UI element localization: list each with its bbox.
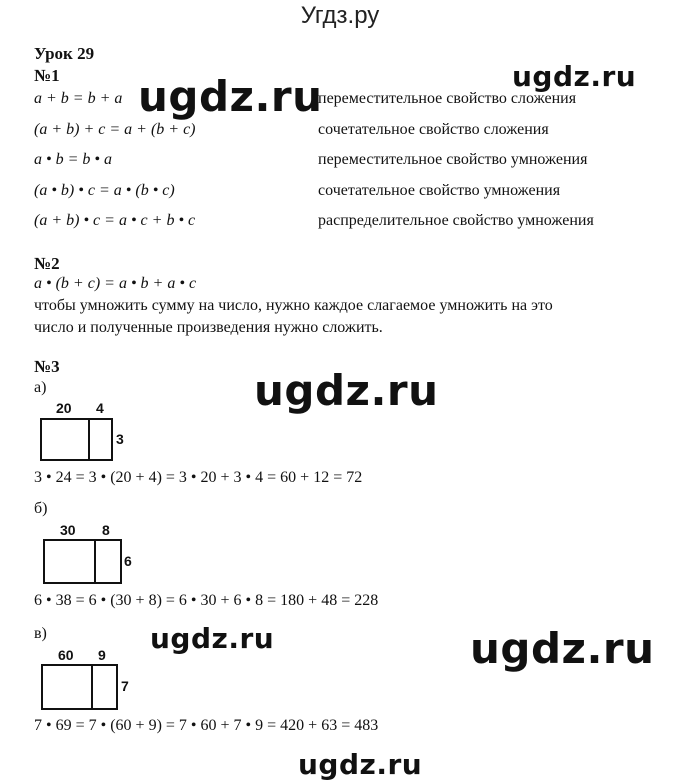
task-1-heading: №1 — [34, 66, 60, 85]
watermark-6: ugdz.ru — [298, 748, 423, 781]
part-a-height: 3 — [116, 431, 124, 447]
task-2-line-1: чтобы умножить сумму на число, нужно каждое слагаемое умножить на это — [34, 297, 553, 314]
part-b-equation: 6 • 38 = 6 • (30 + 8) = 6 • 30 + 6 • 8 = 180 + 48 = 228 — [34, 592, 379, 609]
task-2-heading: №2 — [34, 254, 60, 273]
part-b-height: 6 — [124, 553, 132, 569]
formula-3: a • b = b • a — [34, 151, 112, 168]
property-1: переместительное свойство сложения — [318, 90, 577, 107]
part-b-width-1: 30 — [60, 522, 76, 538]
property-2: сочетательное свойство сложения — [318, 121, 549, 138]
watermark-5: ugdz.ru — [470, 624, 655, 673]
formula-4: (a • b) • c = a • (b • c) — [34, 182, 175, 199]
formula-2: (a + b) + c = a + (b + c) — [34, 121, 196, 138]
task-3-heading: №3 — [34, 357, 60, 376]
formula-5: (a + b) • c = a • c + b • c — [34, 212, 196, 229]
part-a-width-2: 4 — [96, 400, 104, 416]
property-3: переместительное свойство умножения — [318, 151, 588, 168]
part-a-divider — [88, 420, 90, 459]
part-a-rectangle — [40, 418, 113, 461]
watermark-3: ugdz.ru — [254, 366, 439, 415]
part-b-label: б) — [34, 500, 48, 517]
watermark-4: ugdz.ru — [150, 622, 275, 655]
watermark-2: ugdz.ru — [512, 60, 637, 93]
part-b-divider — [94, 541, 96, 582]
property-5: распределительное свойство умножения — [318, 212, 594, 229]
lesson-title: Урок 29 — [34, 44, 95, 63]
part-b-width-2: 8 — [102, 522, 110, 538]
formula-1: a + b = b + a — [34, 90, 123, 107]
part-b-rectangle — [43, 539, 122, 584]
part-c-height: 7 — [121, 678, 129, 694]
task-2-line-2: число и полученные произведения нужно сложить. — [34, 319, 383, 336]
part-c-divider — [91, 666, 93, 708]
site-title: Угдз.ру — [300, 2, 380, 29]
part-a-label: а) — [34, 379, 47, 396]
part-c-rectangle — [41, 664, 118, 710]
task-2-formula: a • (b + c) = a • b + a • c — [34, 275, 197, 292]
watermark-1: ugdz.ru — [138, 72, 323, 121]
part-c-width-1: 60 — [58, 647, 74, 663]
property-4: сочетательное свойство умножения — [318, 182, 561, 199]
part-c-width-2: 9 — [98, 647, 106, 663]
part-a-width-1: 20 — [56, 400, 72, 416]
part-a-equation: 3 • 24 = 3 • (20 + 4) = 3 • 20 + 3 • 4 = 60 + 12 = 72 — [34, 469, 363, 486]
part-c-label: в) — [34, 625, 47, 642]
part-c-equation: 7 • 69 = 7 • (60 + 9) = 7 • 60 + 7 • 9 = 420 + 63 = 483 — [34, 717, 379, 734]
